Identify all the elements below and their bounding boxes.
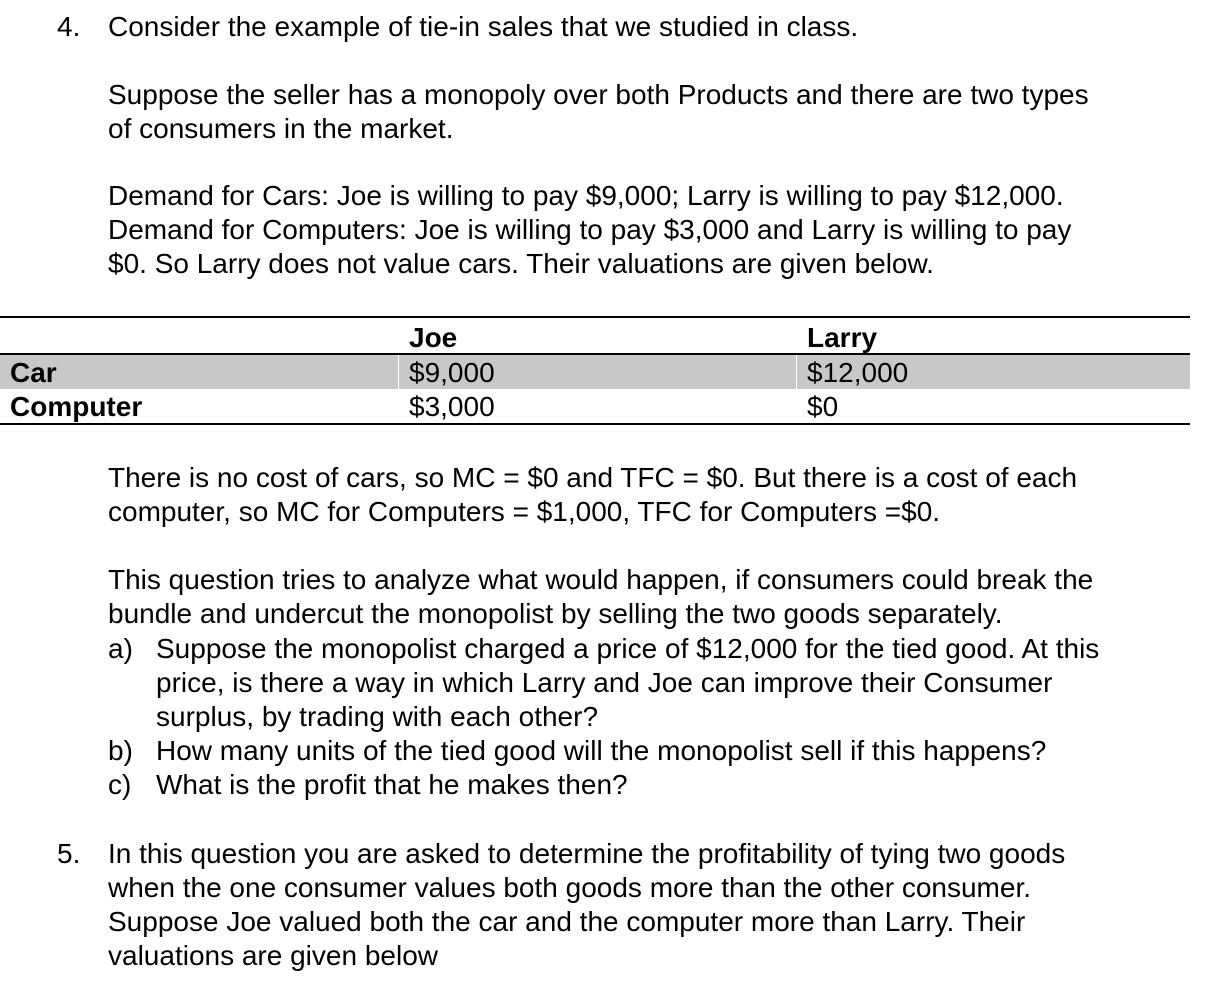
list-marker: b)	[108, 735, 133, 766]
table-top-rule	[0, 316, 1190, 318]
paragraph-line: Demand for Computers: Joe is willing to pay $3,000 and Larry is willing to pay	[108, 214, 1072, 245]
table-cell-joe: $9,000	[409, 357, 495, 388]
question-4-number: 4.	[57, 11, 81, 42]
paragraph-line: Demand for Cars: Joe is willing to pay $9,000; Larry is willing to pay $12,000.	[108, 180, 1064, 211]
list-item-text	[156, 632, 1099, 734]
table-row-shade	[0, 355, 1190, 389]
list-marker: c)	[108, 769, 132, 800]
list-item-a	[108, 632, 1188, 734]
list-item-line: surplus, by trading with each other?	[156, 701, 599, 732]
list-item-line: price, is there a way in which Larry and Joe can improve their Consumer	[156, 667, 1053, 698]
paragraph-monopoly	[108, 78, 1089, 146]
list-item-text	[156, 734, 1046, 768]
paragraph-line: Suppose the seller has a monopoly over both Products and there are two types	[108, 79, 1089, 110]
paragraph-line: $0. So Larry does not value cars. Their valuations are given below.	[108, 248, 934, 279]
list-marker: a)	[108, 633, 133, 664]
paragraph-line: computer, so MC for Computers = $1,000, TFC for Computers =$0.	[108, 496, 941, 527]
question-5-text	[108, 837, 1065, 973]
table-header-rule	[0, 353, 1190, 355]
table-header-larry: Larry	[807, 322, 878, 353]
list-item-line: How many units of the tied good will the monopolist sell if this happens?	[156, 735, 1047, 766]
paragraph-line: when the one consumer values both goods more than the other consumer.	[108, 872, 1032, 903]
table-cell-joe: $3,000	[409, 391, 495, 422]
question-5-number: 5.	[57, 838, 81, 869]
table-bottom-rule	[0, 423, 1190, 425]
table-header-joe: Joe	[409, 322, 458, 353]
table-cell-larry: $12,000	[807, 357, 909, 388]
paragraph-line: This question tries to analyze what would happen, if consumers could break the	[108, 564, 1094, 595]
paragraph-line: of consumers in the market.	[108, 113, 454, 144]
list-item-line: Suppose the monopolist charged a price of $12,000 for the tied good. At this	[156, 633, 1100, 664]
paragraph-demand	[108, 179, 1071, 281]
paragraph-line: In this question you are asked to determine the profitability of tying two goods	[108, 838, 1066, 869]
paragraph-line: valuations are given below	[108, 940, 438, 971]
paragraph-line: bundle and undercut the monopolist by selling the two goods separately.	[108, 598, 1003, 629]
table-column-divider	[398, 355, 399, 389]
paragraph-costs	[108, 461, 1077, 529]
paragraph-analysis	[108, 563, 1093, 631]
paragraph-line: Suppose Joe valued both the car and the computer more than Larry. Their	[108, 906, 1026, 937]
list-item-text	[156, 768, 628, 802]
table-row-label: Car	[10, 357, 57, 388]
table-cell-larry: $0	[807, 391, 839, 422]
table-row-label: Computer	[10, 391, 143, 422]
question-4-intro: Consider the example of tie-in sales that we studied in class.	[108, 11, 859, 42]
list-item-b	[108, 734, 1188, 768]
paragraph-line: There is no cost of cars, so MC = $0 and TFC = $0. But there is a cost of each	[108, 462, 1078, 493]
table-column-divider	[796, 355, 797, 389]
list-item-c	[108, 768, 1188, 802]
list-item-line: What is the profit that he makes then?	[156, 769, 628, 800]
